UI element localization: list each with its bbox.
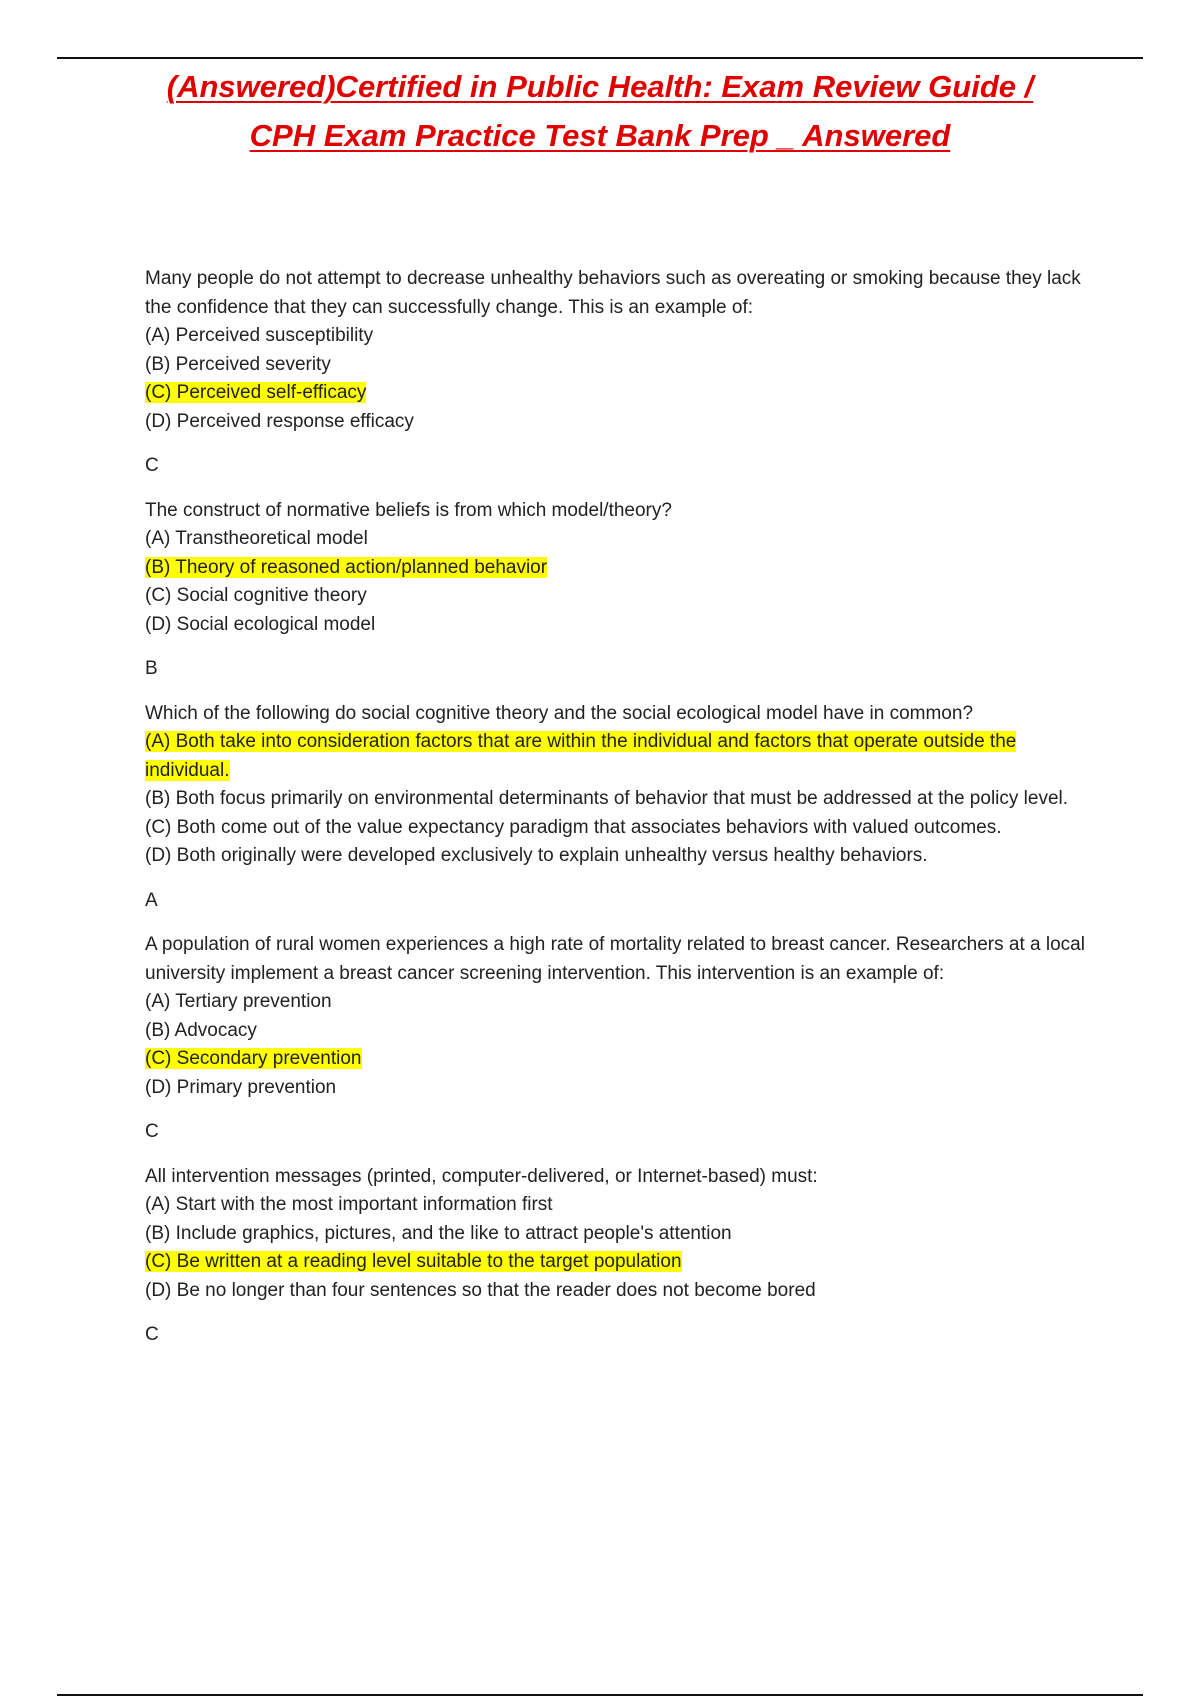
question-list: [145, 265, 1085, 1366]
answer-key: C: [145, 1324, 159, 1345]
question-3: [145, 700, 1085, 916]
option-a: [145, 728, 1085, 785]
option-b: (B) Include graphics, pictures, and the like to attract people's attention: [145, 1222, 732, 1244]
option-a: (A) Start with the most important information first: [145, 1194, 553, 1215]
highlighted-option: (C) Be written at a reading level suitable to the target population: [145, 1251, 682, 1272]
question-1: [145, 265, 1085, 481]
title-line-1: (Answered)Certified in Public Health: Exam Review Guide /: [166, 69, 1034, 104]
option-d: (D) Perceived response efficacy: [145, 410, 414, 432]
question-4: [145, 931, 1085, 1147]
highlighted-option: (C) Secondary prevention: [145, 1048, 362, 1069]
question-5: [145, 1163, 1085, 1350]
document-title: [57, 62, 1143, 160]
answer-key: C: [145, 1121, 159, 1142]
option-a: (A) Perceived susceptibility: [145, 325, 374, 346]
highlighted-option: (A) Both take into consideration factors that are within the individual and factors that operate outside the individual.: [145, 731, 1017, 781]
option-d: (D) Both originally were developed exclusively to explain unhealthy versus healthy behaviors.: [145, 845, 928, 866]
question-text: The construct of normative beliefs is from which model/theory?: [145, 499, 672, 521]
answer-key: A: [145, 889, 158, 911]
question-text: All intervention messages (printed, computer-delivered, or Internet-based) must:: [145, 1165, 818, 1187]
question-2: [145, 497, 1085, 684]
option-c: [145, 1248, 1085, 1277]
option-c: [145, 379, 1085, 408]
highlighted-option: (B) Theory of reasoned action/planned behavior: [145, 556, 548, 578]
top-rule: [57, 57, 1143, 59]
highlighted-option: (C) Perceived self-efficacy: [145, 382, 367, 403]
option-b: (B) Advocacy: [145, 1019, 257, 1041]
option-c: [145, 1045, 1085, 1074]
option-d: (D) Be no longer than four sentences so that the reader does not become bored: [145, 1279, 816, 1301]
option-b: [145, 554, 1085, 583]
answer-key: C: [145, 455, 159, 476]
question-text: A population of rural women experiences a high rate of mortality related to breast cancer. Researchers at a local university implement a breast cancer screening intervention. This intervention is an example of:: [145, 934, 1085, 984]
option-c: (C) Social cognitive theory: [145, 585, 367, 606]
option-b: (B) Both focus primarily on environmental determinants of behavior that must be addressed at the policy level.: [145, 788, 1069, 809]
option-d: (D) Social ecological model: [145, 613, 376, 635]
option-a: (A) Transtheoretical model: [145, 528, 368, 549]
answer-key: B: [145, 658, 158, 679]
option-b: (B) Perceived severity: [145, 353, 331, 375]
option-c: (C) Both come out of the value expectancy paradigm that associates behaviors with valued outcomes.: [145, 816, 1002, 838]
title-line-2: CPH Exam Practice Test Bank Prep _ Answered: [249, 118, 951, 153]
option-a: (A) Tertiary prevention: [145, 991, 332, 1012]
question-text: Which of the following do social cognitive theory and the social ecological model have in common?: [145, 702, 974, 724]
bottom-rule: [57, 1694, 1143, 1696]
question-text: Many people do not attempt to decrease unhealthy behaviors such as overeating or smoking because they lack the confidence that they can successfully change. This is an example of:: [145, 268, 1081, 318]
option-d: (D) Primary prevention: [145, 1076, 337, 1098]
